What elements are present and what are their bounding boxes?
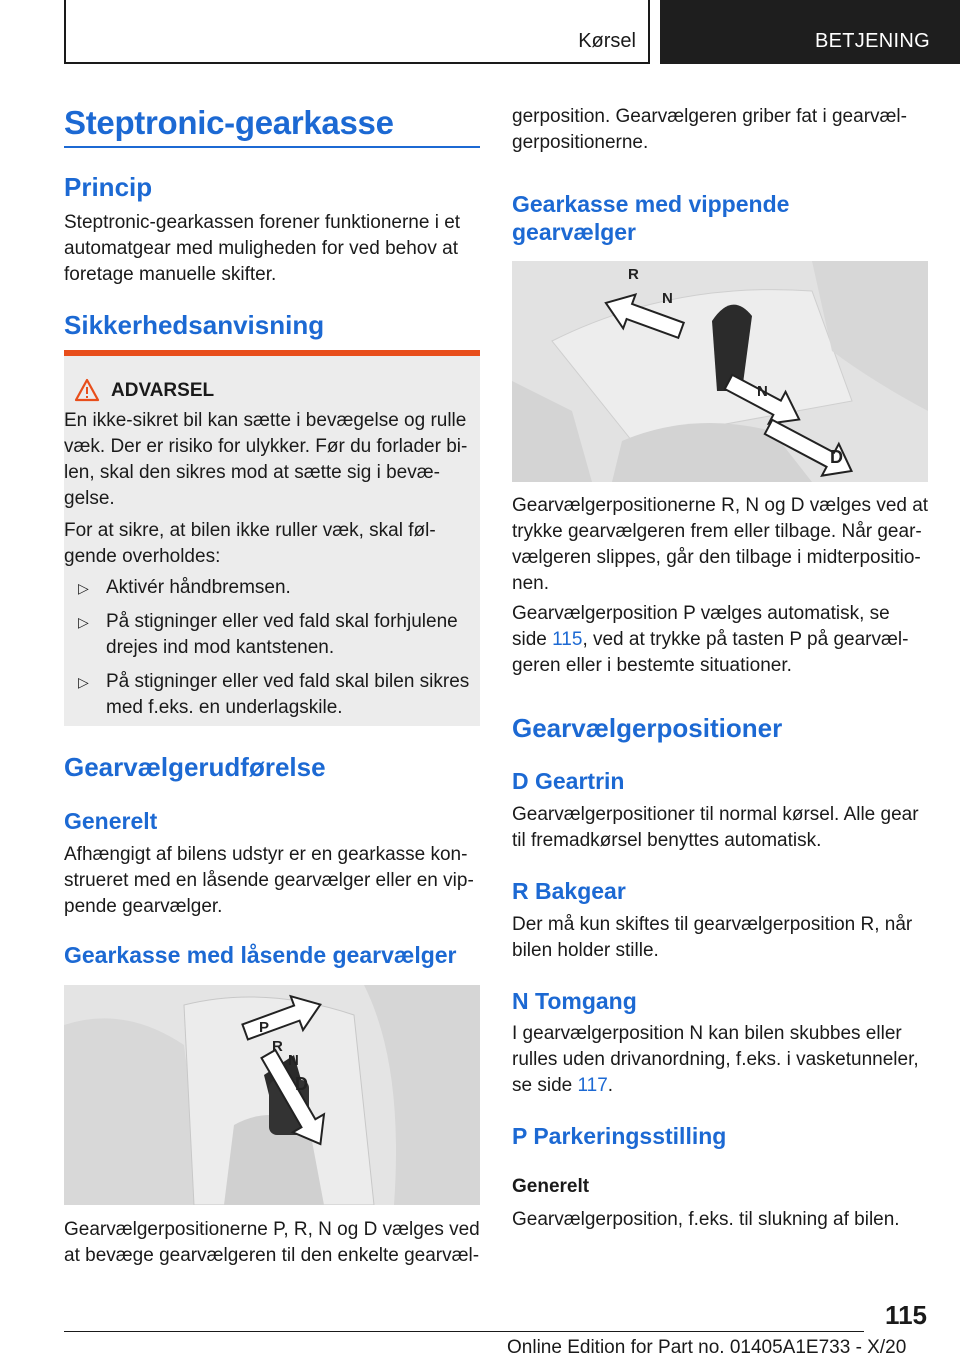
text-line: automatgear med muligheden for ved behov at xyxy=(64,238,458,259)
text-line: På stigninger eller ved fald skal bilen sikres xyxy=(106,671,470,692)
rocker-label-n-upper: N xyxy=(662,290,673,307)
header-chapter-box xyxy=(660,0,960,64)
locking-caption xyxy=(64,1217,480,1269)
rocker-shifter-illustration xyxy=(512,261,928,482)
d-heading: D Geartrin xyxy=(512,768,625,794)
header-chapter: BETJENING xyxy=(815,30,930,52)
text-line xyxy=(512,627,908,653)
text-line: foretage manuelle skifter. xyxy=(64,264,277,285)
rocker-label-d: D xyxy=(830,447,843,467)
rocker-caption xyxy=(512,493,928,597)
text-line: Der må kun skiftes til gearvælgerposition R, når xyxy=(512,914,913,935)
p-subheading: Generelt xyxy=(512,1176,590,1197)
princip-text xyxy=(64,210,460,288)
page-link-115[interactable]: 115 xyxy=(552,629,583,650)
heading-line: Gearkasse med vippende xyxy=(512,191,790,217)
text-line: med f.eks. en underlagskile. xyxy=(106,697,343,718)
safety-heading: Sikkerhedsanvisning xyxy=(64,310,325,340)
text-line: I gearvælgerposition N kan bilen skubbes eller xyxy=(512,1023,902,1044)
design-heading: Gearvælgerudførelse xyxy=(64,752,326,782)
text-line: trykke gearvælgeren frem eller tilbage. Når gear- xyxy=(512,521,922,542)
text-line xyxy=(512,1073,919,1099)
warning-label: ADVARSEL xyxy=(111,380,215,401)
header-section: Kørsel xyxy=(578,30,636,52)
text-line: væk. Der er risiko for ulykker. Før du forlader bi- xyxy=(64,436,468,457)
r-heading: R Bakgear xyxy=(512,878,626,904)
list-item xyxy=(64,575,480,601)
text-line: Gearvælgerpositionerne R, N og D vælges ved at xyxy=(512,495,929,516)
n-heading: N Tomgang xyxy=(512,988,637,1014)
d-text xyxy=(512,802,919,854)
warning-list xyxy=(64,575,480,721)
text-line: For at sikre, at bilen ikke ruller væk, skal føl- xyxy=(64,520,436,541)
general-text xyxy=(64,842,474,920)
locking-heading: Gearkasse med låsende gearvælger xyxy=(64,942,457,968)
warning-box xyxy=(64,350,480,726)
warning-paragraph-1 xyxy=(64,408,480,512)
locking-shifter-illustration xyxy=(64,985,480,1205)
text-line: nen. xyxy=(512,573,549,594)
text-line: vælgeren slippes, går den tilbage i midterpositio- xyxy=(512,547,921,568)
warning-bar xyxy=(64,350,480,356)
text-line: Gearvælgerpositionerne P, R, N og D vælges ved xyxy=(64,1219,480,1240)
text-line: Afhængigt af bilens udstyr er en gearkasse kon- xyxy=(64,844,468,865)
text-line: En ikke-sikret bil kan sætte i bevægelse og rulle xyxy=(64,410,467,431)
text-line: strueret med en låsende gearvælger eller en vip- xyxy=(64,870,474,891)
r-text xyxy=(512,912,912,964)
shifter-label-d: D xyxy=(295,1074,308,1094)
text-line: til fremadkørsel benyttes automatisk. xyxy=(512,830,822,851)
text-line: Gearvælgerpositioner til normal kørsel. Alle gear xyxy=(512,804,919,825)
text-line: geren eller i bestemte situationer. xyxy=(512,655,792,676)
rocker-heading xyxy=(512,190,789,246)
triangle-bullet-icon: ▷ xyxy=(78,674,89,690)
text-line: len, skal den sikres mod at sætte sig i bevæ- xyxy=(64,462,440,483)
text-line: Aktivér håndbremsen. xyxy=(106,577,291,598)
p-text: Gearvælgerposition, f.eks. til slukning af bilen. xyxy=(512,1209,900,1230)
text-line: gelse. xyxy=(64,488,115,509)
text-line: Gearvælgerposition P vælges automatisk, se xyxy=(512,603,890,624)
text-line: gende overholdes: xyxy=(64,546,221,567)
text-fragment: se side xyxy=(512,1075,578,1096)
footer-rule xyxy=(64,1331,864,1332)
text-fragment: side xyxy=(512,629,553,650)
list-item xyxy=(64,669,480,721)
header-section-box xyxy=(64,0,650,64)
list-item xyxy=(64,609,480,661)
text-fragment: , ved at trykke på tasten P på gearvæl- xyxy=(582,629,909,650)
text-line: gerpositionerne. xyxy=(512,132,649,153)
page-title: Steptronic-gearkasse xyxy=(64,104,394,141)
text-line: På stigninger eller ved fald skal forhjulene xyxy=(106,611,458,632)
heading-line: gearvælger xyxy=(512,219,637,245)
shifter-label-n: N xyxy=(288,1052,299,1069)
text-line: at bevæge gearvælgeren til den enkelte gearvæl- xyxy=(64,1245,480,1266)
text-line: bilen holder stille. xyxy=(512,940,659,961)
p-heading: P Parkeringsstilling xyxy=(512,1123,727,1149)
rocker-label-n-lower: N xyxy=(757,383,768,400)
text-line: gerposition. Gearvælgeren griber fat i gearvæl- xyxy=(512,106,907,127)
general-heading: Generelt xyxy=(64,808,158,834)
triangle-bullet-icon: ▷ xyxy=(78,614,89,630)
footer-edition: Online Edition for Part no. 01405A1E733 - X/20 xyxy=(507,1337,907,1358)
warning-triangle-icon xyxy=(74,378,100,402)
text-line: rulles uden drivanordning, f.eks. i vasketunneler, xyxy=(512,1049,919,1070)
page-number: 115 xyxy=(885,1300,927,1330)
triangle-bullet-icon: ▷ xyxy=(78,580,89,596)
positions-heading: Gearvælgerpositioner xyxy=(512,713,783,743)
shifter-label-r: R xyxy=(272,1038,283,1055)
text-line: drejes ind mod kantstenen. xyxy=(106,637,335,658)
princip-heading: Princip xyxy=(64,172,153,202)
p-auto-text xyxy=(512,601,908,679)
shifter-label-p: P xyxy=(259,1019,270,1036)
text-line: pende gearvælger. xyxy=(64,896,223,917)
continued-text xyxy=(512,104,907,156)
page-link-117[interactable]: 117 xyxy=(577,1075,608,1096)
warning-paragraph-2 xyxy=(64,518,480,570)
text-line: Steptronic-gearkassen forener funktionerne i et xyxy=(64,212,461,233)
title-rule xyxy=(64,146,480,148)
text-fragment: . xyxy=(607,1075,614,1096)
rocker-label-r: R xyxy=(628,266,639,283)
n-text xyxy=(512,1021,919,1099)
